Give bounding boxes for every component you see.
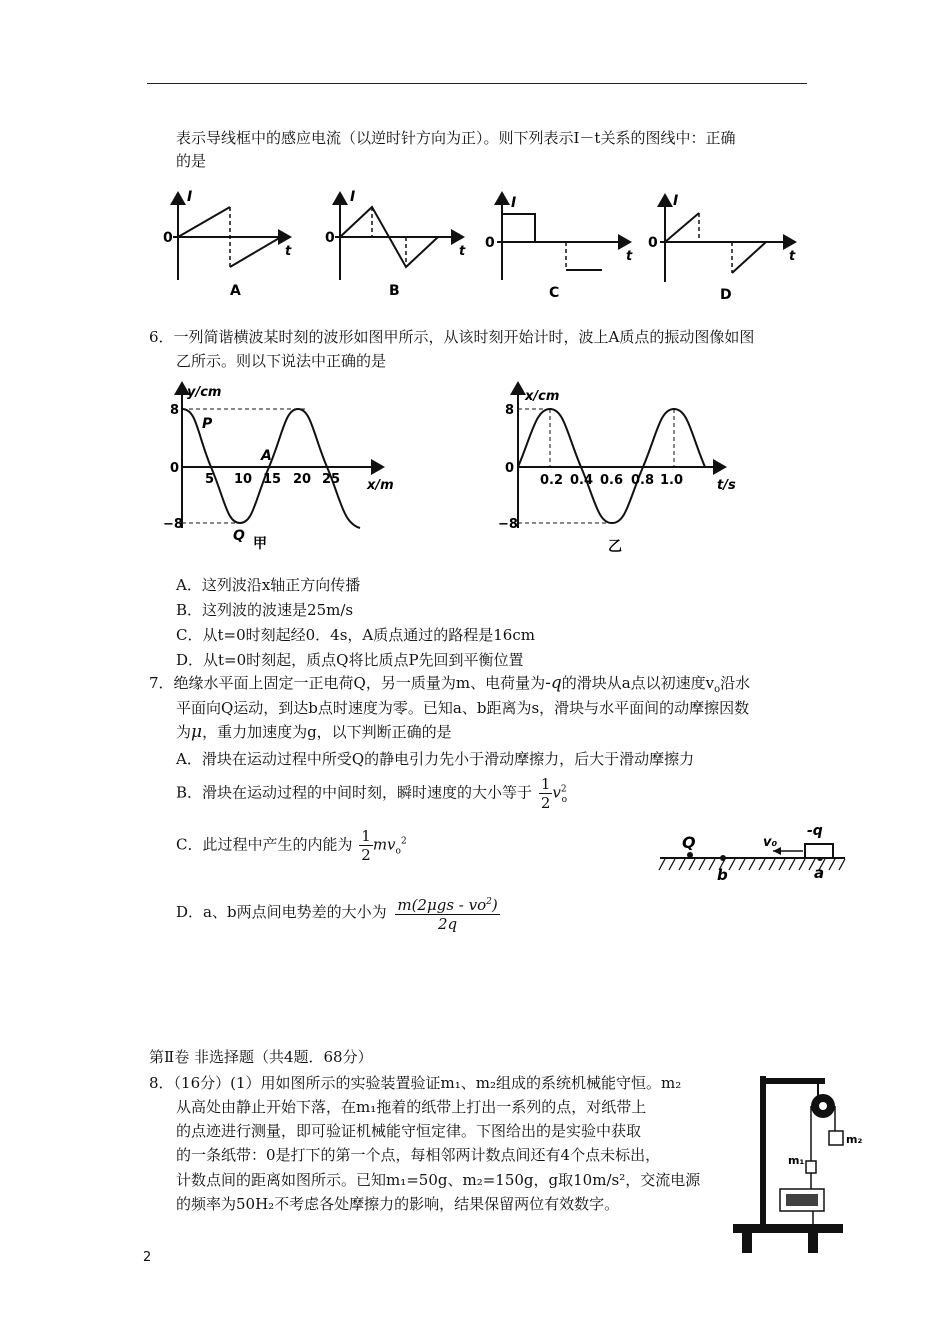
q7-fig-v0: v₀	[763, 835, 778, 850]
q6-option-c: C．从t=0时刻起经0．4s，A质点通过的路程是16cm	[176, 626, 535, 644]
q6-option-a: A．这列波沿x轴正方向传播	[176, 576, 361, 594]
q7-option-c-mv: mv	[372, 835, 396, 854]
q7-option-d-num-end: )	[491, 896, 498, 914]
q7-option-b-num: 1	[540, 775, 551, 793]
graph-c-y-label: I	[511, 195, 517, 211]
q7-line1a: 7．绝缘水平面上固定一正电荷Q，另一质量为m、电荷量为	[149, 674, 546, 692]
label-m1: m₁	[788, 1154, 805, 1167]
graph-c	[485, 193, 633, 301]
graph-d-origin: 0	[648, 235, 658, 251]
q7-line3b: ，重力加速度为g，以下判断正确的是	[202, 723, 452, 741]
q7-option-d-den: 2q	[437, 915, 458, 933]
yi-x-tick-0.8: 0.8	[631, 473, 655, 488]
graph-a-y-label: I	[187, 189, 193, 205]
jia-x-tick-10: 10	[234, 472, 253, 487]
q7-option-c-num: 1	[361, 827, 371, 845]
yi-x-label: t/s	[717, 478, 736, 493]
graph-a	[163, 189, 292, 299]
q7-option-d	[176, 893, 500, 933]
yi-y-tick-neg8: −8	[498, 517, 518, 532]
graph-b-origin: 0	[325, 230, 335, 246]
q7-fig-q: Q	[682, 833, 696, 852]
q7-option-c-den: 2	[361, 846, 371, 864]
graph-b-x-label: t	[459, 244, 466, 259]
q7-option-c-sup: 2	[400, 836, 407, 847]
yi-x-tick-0.2: 0.2	[540, 473, 564, 488]
q7-v0-sub: o	[714, 684, 721, 695]
q6-line2: 乙所示。则以下说法中正确的是	[176, 352, 387, 370]
q7-line1c: 沿水	[720, 674, 751, 692]
graph-a-letter: A	[230, 283, 241, 299]
q8-line6: 的频率为50H₂不考虑各处摩擦力的影响，结果保留两位有效数字。	[176, 1195, 620, 1213]
q5-line1: 表示导线框中的感应电流（以逆时针方向为正）。则下列表示I－t关系的图线中：正确	[176, 129, 736, 147]
q7-option-d-text: D．a、b两点间电势差的大小为	[176, 903, 387, 921]
q7-option-d-num-sup: 2	[486, 897, 492, 907]
yi-y-tick-0: 0	[505, 461, 515, 476]
graph-d-y-label: I	[673, 193, 679, 209]
q7-option-b-sup: 2	[560, 784, 567, 795]
graph-a-origin: 0	[163, 230, 173, 246]
q7-line1b: 的滑块从a点以初速度v	[561, 674, 715, 692]
yi-x-tick-0.6: 0.6	[600, 473, 624, 488]
q7-option-d-num-main: m(2μgs - vo	[397, 896, 487, 914]
point-q: Q	[233, 528, 245, 544]
q7-option-c-sub: o	[395, 846, 401, 857]
q6-line1: 6．一列简谐横波某时刻的波形如图甲所示，从该时刻开始计时，波上A质点的振动图像如图	[149, 328, 755, 346]
point-p: P	[202, 416, 213, 432]
q8-line2: 从高处由静止开始下落，在m₁拖着的纸带上打出一系列的点，对纸带上	[176, 1098, 647, 1116]
q7-option-d-fraction	[395, 893, 499, 933]
q7-figure	[655, 818, 850, 886]
q7-option-b-sub: o	[561, 794, 567, 805]
graph-a-x-label: t	[285, 244, 292, 259]
q5-graphs	[145, 185, 810, 305]
jia-y-tick-neg8: −8	[163, 517, 183, 532]
graph-c-x-label: t	[626, 249, 633, 264]
jia-x-tick-15: 15	[263, 472, 282, 487]
q7-line3	[176, 722, 452, 742]
mass-m2-block	[829, 1131, 843, 1145]
jia-x-tick-25: 25	[322, 472, 341, 487]
jia-caption: 甲	[253, 536, 267, 552]
jia-y-tick-8: 8	[170, 403, 180, 418]
jia-x-label: x/m	[367, 478, 394, 493]
q7-line1	[149, 673, 750, 700]
q8-line5: 计数点间的距离如图所示。已知m₁=50g、m₂=150g，g取10m/s²，交流电源	[176, 1171, 701, 1189]
yi-caption: 乙	[608, 539, 622, 555]
jia-y-label: y/cm	[187, 385, 222, 400]
graph-d	[648, 193, 796, 303]
q7-mu: μ	[191, 722, 203, 742]
q7-charge: -q	[545, 673, 562, 693]
q7-fig-b: b	[717, 866, 728, 884]
graph-c-origin: 0	[485, 235, 495, 251]
q7-fig-a: a	[814, 864, 825, 882]
apparatus-figure	[728, 1073, 873, 1255]
slider-block	[805, 844, 833, 858]
q5-line2: 的是	[176, 152, 207, 170]
q6-figures	[145, 378, 745, 558]
q8-line1: 8．（16分）(1）用如图所示的实验装置验证m₁、m₂组成的系统机械能守恒。m₂	[149, 1074, 682, 1092]
yi-y-label: x/cm	[525, 389, 560, 404]
q7-option-c-fraction	[359, 827, 373, 864]
part2-heading: 第Ⅱ卷 非选择题（共4题．68分）	[149, 1048, 373, 1066]
q7-option-a: A．滑块在运动过程中所受Q的静电引力先小于滑动摩擦力，后大于滑动摩擦力	[176, 750, 695, 768]
graph-c-letter: C	[549, 285, 560, 301]
q8-line4: 的一条纸带：0是打下的第一个点，每相邻两计数点间还有4个点未标出，	[176, 1146, 661, 1164]
q7-option-b-v: v	[552, 783, 561, 802]
graph-b-letter: B	[389, 283, 400, 299]
yi-y-tick-8: 8	[505, 403, 515, 418]
q7-option-b-text: B．滑块在运动过程的中间时刻，瞬时速度的大小等于	[176, 783, 533, 802]
q6-option-d: D．从t=0时刻起，质点Q将比质点P先回到平衡位置	[176, 651, 524, 669]
header-rule	[147, 83, 807, 84]
yi-x-tick-1.0: 1.0	[660, 473, 684, 488]
q7-option-c	[176, 827, 407, 864]
graph-b-y-label: I	[350, 189, 356, 205]
point-a: A	[261, 448, 272, 464]
label-m2: m₂	[846, 1133, 863, 1146]
jia-y-tick-0: 0	[170, 461, 180, 476]
q7-line2: 平面向Q运动，到达b点时速度为零。已知a、b距离为s，滑块与水平面间的动摩擦因数	[176, 699, 750, 717]
graph-d-letter: D	[720, 287, 732, 303]
q7-option-b-den: 2	[540, 794, 551, 812]
q7-option-c-text: C．此过程中产生的内能为	[176, 835, 353, 854]
jia-x-tick-5: 5	[205, 472, 215, 487]
wave-figure-jia	[163, 383, 394, 552]
graph-d-x-label: t	[789, 249, 796, 264]
page-number: 2	[143, 1250, 152, 1265]
q7-option-b	[176, 775, 567, 812]
mass-m1-block	[806, 1161, 816, 1173]
charge-q-dot	[687, 852, 693, 858]
q8-line3: 的点迹进行测量，即可验证机械能守恒定律。下图给出的是实验中获取	[176, 1122, 642, 1140]
q7-option-d-num	[395, 893, 499, 915]
jia-x-tick-20: 20	[293, 472, 312, 487]
yi-x-tick-0.4: 0.4	[570, 473, 594, 488]
vibration-figure-yi	[498, 383, 736, 555]
graph-b	[325, 189, 466, 299]
q7-line3a: 为	[176, 723, 192, 741]
q6-option-b: B．这列波的波速是25m/s	[176, 601, 354, 619]
q7-option-b-fraction	[539, 775, 553, 812]
point-b-dot	[720, 855, 726, 861]
q7-fig-charge: -q	[807, 823, 823, 839]
